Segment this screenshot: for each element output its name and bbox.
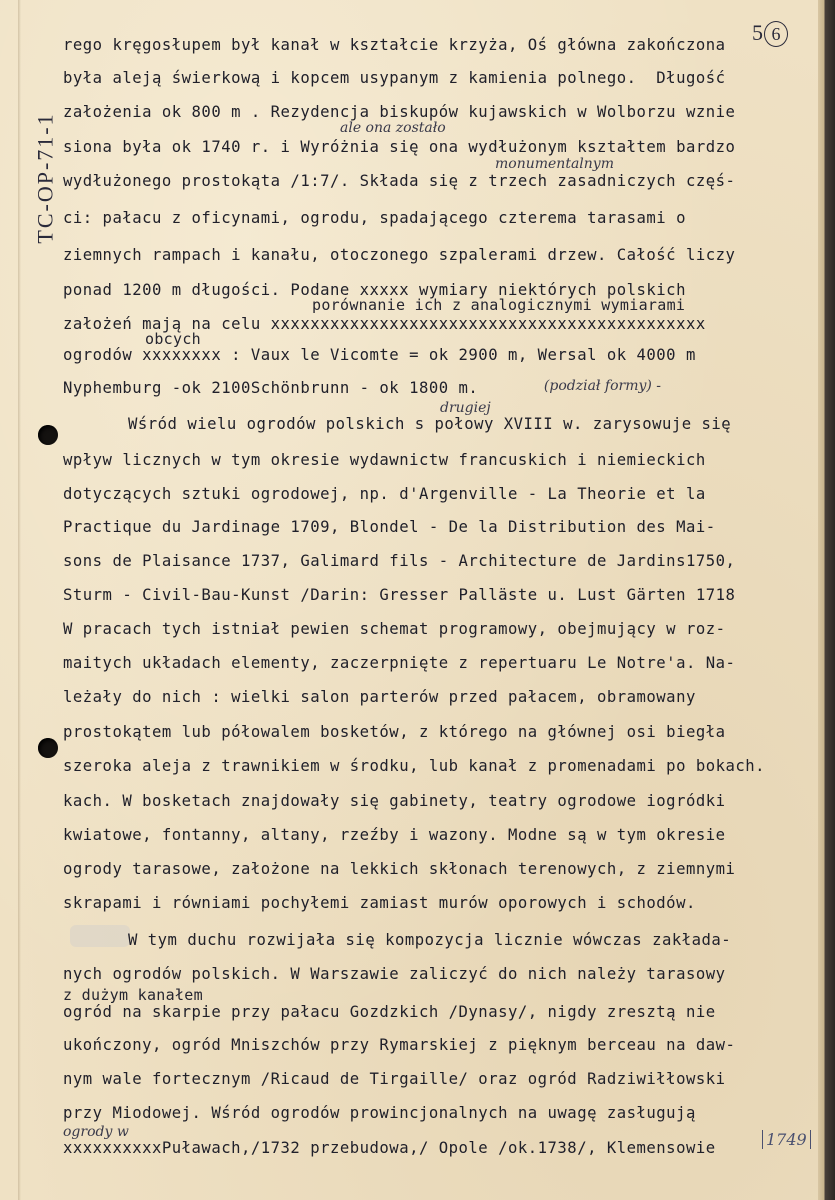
text-line: kwiatowe, fontanny, altany, rzeźby i wazony. Modne są w tym okresie <box>63 826 726 844</box>
handwritten-insertion: ale ona zostało <box>340 120 446 136</box>
text-line: Wśród wielu ogrodów polskich s połowy XVIII w. zarysowuje się <box>128 415 732 433</box>
text-line: leżały do nich : wielki salon parterów przed pałacem, obramowany <box>63 688 696 706</box>
text-line: sons de Plaisance 1737, Galimard fils - Architecture de Jardins1750, <box>63 552 736 570</box>
text-line: ponad 1200 m długości. Podane xxxxx wymiary niektórych polskich <box>63 281 686 299</box>
text-line: nym wale fortecznym /Ricaud de Tirgaille/ oraz ogród Radziwiłłowski <box>63 1070 726 1088</box>
typed-insertion: obcych <box>145 330 201 348</box>
text-line: nych ogrodów polskich. W Warszawie zaliczyć do nich należy tarasowy <box>63 965 726 983</box>
text-line: ogród na skarpie przy pałacu Gozdzkich /Dynasy/, nigdy zresztą nie <box>63 1003 716 1021</box>
text-line: skrapami i równiami pochyłemi zamiast murów oporowych i schodów. <box>63 894 696 912</box>
page-number-typed: 5 <box>752 20 763 45</box>
page-number-circled: 6 <box>764 21 788 47</box>
text-line: kach. W bosketach znajdowały się gabinety, teatry ogrodowe iogródki <box>63 792 726 810</box>
text-line: ukończony, ogród Mniszchów przy Rymarskiej z pięknym berceau na daw- <box>63 1036 736 1054</box>
text-line: W tym duchu rozwijała się kompozycja licznie wówczas zakłada- <box>128 931 732 949</box>
text-line: wydłużonego prostokąta /1:7/. Składa się z trzech zasadniczych częś- <box>63 172 736 190</box>
text-line: ogrody tarasowe, założone na lekkich skłonach terenowych, z ziemnymi <box>63 860 736 878</box>
page-fold-shadow <box>18 0 21 1200</box>
handwritten-insertion: (podział formy) - <box>535 378 662 394</box>
text-line: założeń mają na celu xxxxxxxxxxxxxxxxxxxxxxxxxxxxxxxxxxxxxxxxxxxx <box>63 315 706 333</box>
text-line: założenia ok 800 m . Rezydencja biskupów kujawskich w Wolborzu wznie <box>63 103 736 121</box>
handwritten-insertion: ogrody w <box>63 1124 129 1140</box>
handwritten-insertion: monumentalnym <box>495 156 614 172</box>
text-line: Practique du Jardinage 1709, Blondel - De la Distribution des Mai- <box>63 518 716 536</box>
text-line: xxxxxxxxxxPuławach,/1732 przebudowa,/ Opole /ok.1738/, Klemensowie <box>63 1139 716 1157</box>
text-line: rego kręgosłupem był kanał w kształcie krzyża, Oś główna zakończona <box>63 36 726 54</box>
text-line: Nyphemburg -ok 2100Schönbrunn - ok 1800 m. <box>63 379 479 397</box>
archive-signature-mark: TC-OP-71-1 <box>32 112 58 244</box>
margin-note: 1749 <box>762 1130 811 1149</box>
text-line: dotyczących sztuki ogrodowej, np. d'Argenville - La Theorie et la <box>63 485 706 503</box>
typed-insertion: z dużym kanałem <box>63 986 203 1004</box>
text-line: Sturm - Civil-Bau-Kunst /Darin: Gresser Palläste u. Lust Gärten 1718 <box>63 586 736 604</box>
text-segment: siona była ok 1740 r. i Wyróżnia się ona wydłużonym kształtem bardzo <box>63 138 736 156</box>
text-line: ci: pałacu z oficynami, ogrodu, spadającego czterema tarasami o <box>63 209 686 227</box>
text-line: ogrodów xxxxxxxx : Vaux le Vicomte = ok 2900 m, Wersal ok 4000 m <box>63 346 696 364</box>
background-edge <box>818 0 835 1200</box>
text-line: wpływ licznych w tym okresie wydawnictw francuskich i niemieckich <box>63 451 706 469</box>
page-number <box>752 20 788 47</box>
text-line: maitych układach elementy, zaczerpnięte z repertuaru Le Notre'a. Na- <box>63 654 736 672</box>
typed-insertion: porównanie ich z analogicznymi wymiarami <box>312 296 686 314</box>
text-line: przy Miodowej. Wśród ogrodów prowincjonalnych na uwagę zasługują <box>63 1104 696 1122</box>
handwritten-insertion: drugiej <box>440 400 491 416</box>
text-line: W pracach tych istniał pewien schemat programowy, obejmujący w roz- <box>63 620 726 638</box>
punch-hole-lower <box>38 738 58 758</box>
text-line: szeroka aleja z trawnikiem w środku, lub kanał z promenadami po bokach. <box>63 757 766 775</box>
text-line <box>63 138 735 156</box>
text-line: ziemnych rampach i kanału, otoczonego szpalerami drzew. Całość liczy <box>63 246 736 264</box>
text-line: prostokątem lub półowalem bosketów, z którego na głównej osi biegła <box>63 723 726 741</box>
text-line: była aleją świerkową i kopcem usypanym z kamienia polnego. Długość <box>63 69 726 87</box>
paper-smudge <box>70 925 130 947</box>
punch-hole-upper <box>38 425 58 445</box>
